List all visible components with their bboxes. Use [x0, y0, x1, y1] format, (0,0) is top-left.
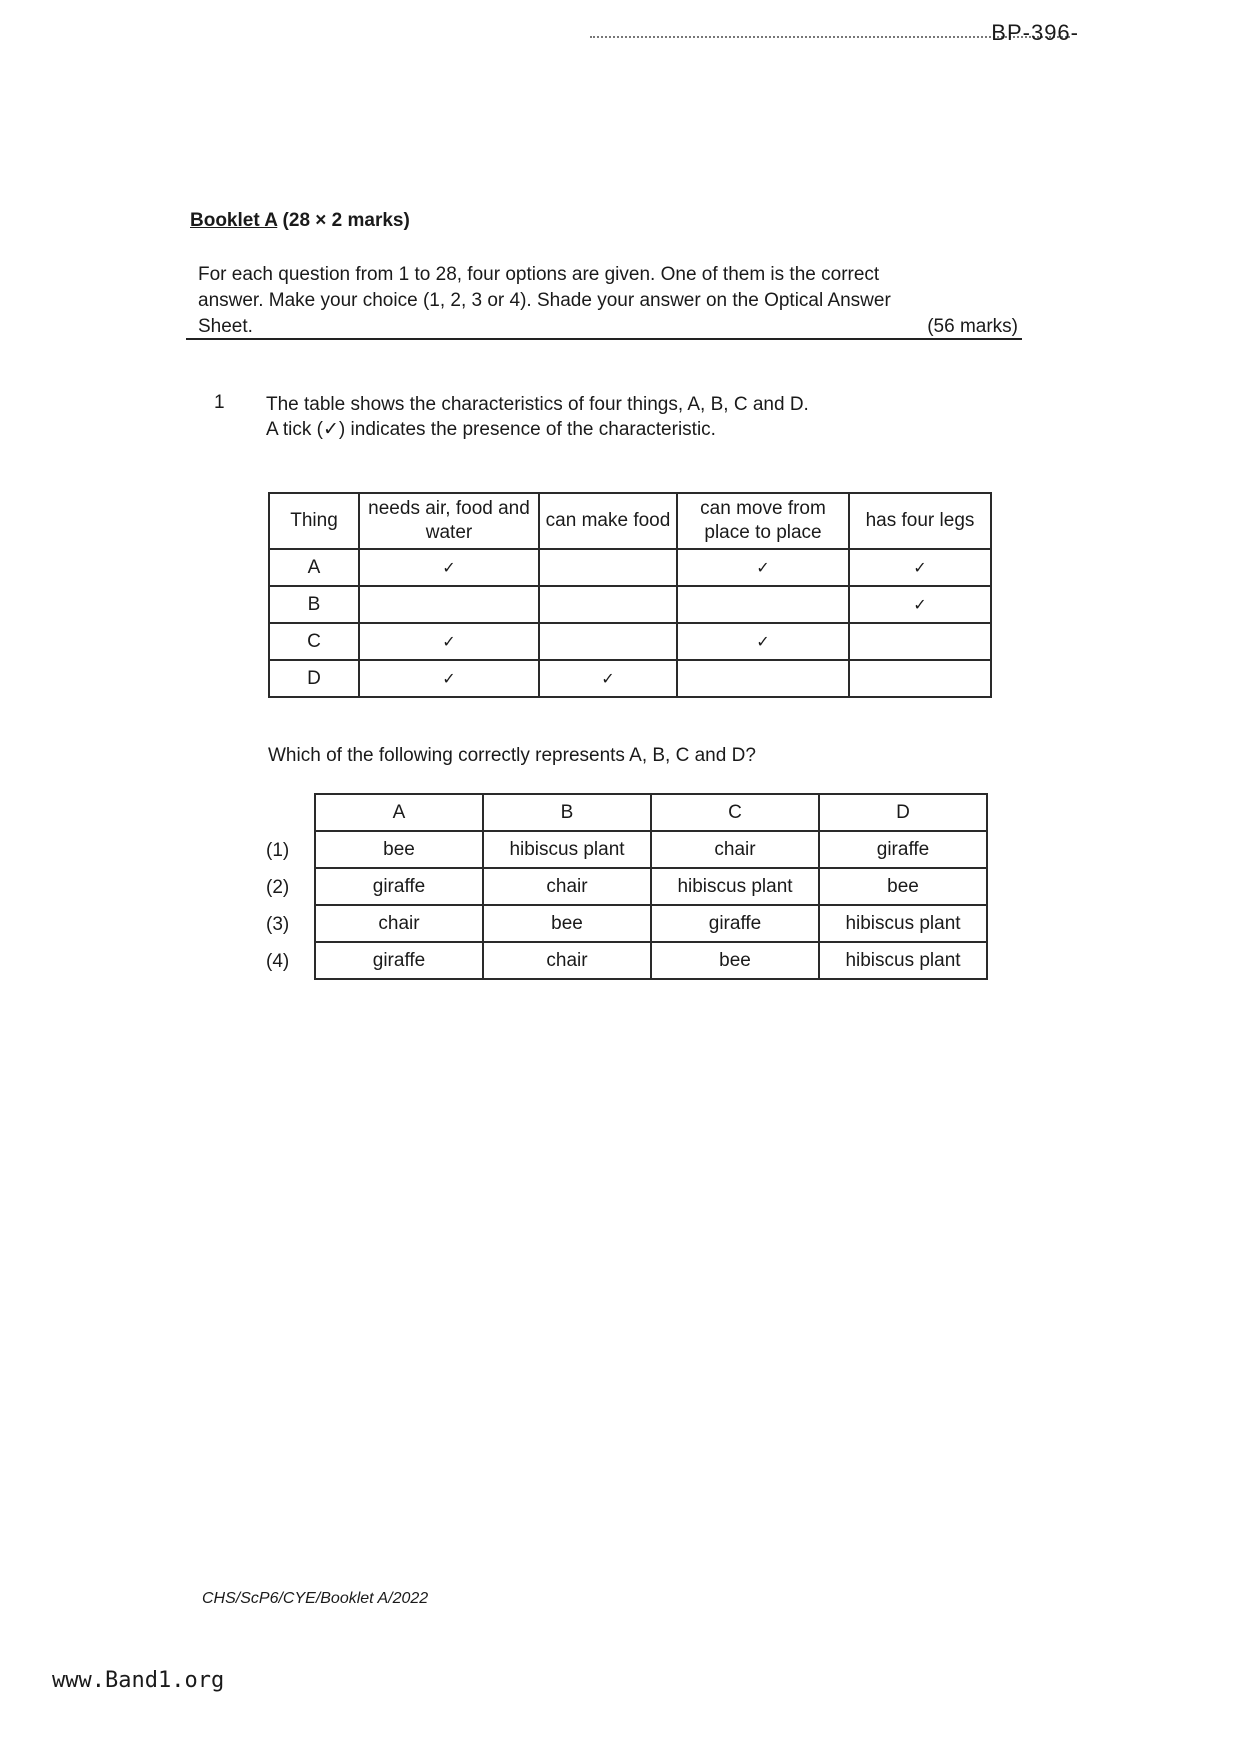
watermark: www.Band1.org — [52, 1668, 225, 1693]
tick-cell: ✓ — [359, 623, 539, 660]
question-text — [266, 392, 809, 442]
tick-cell: ✓ — [849, 549, 991, 586]
header-can-make-food: can make food — [539, 493, 677, 549]
option-cell: bee — [651, 942, 819, 979]
table-row — [269, 623, 991, 660]
option-label-2: (2) — [266, 877, 290, 898]
instructions-line-1: For each question from 1 to 28, four options are given. One of them is the correct — [198, 264, 880, 285]
option-cell: hibiscus plant — [651, 868, 819, 905]
booklet-heading — [190, 210, 410, 232]
instructions-line-2: answer. Make your choice (1, 2, 3 or 4). Shade your answer on the Optical Answer — [198, 290, 891, 311]
booklet-marks-note: (28 × 2 marks) — [282, 210, 410, 231]
option-cell: chair — [483, 942, 651, 979]
thing-label: C — [269, 623, 359, 660]
table-row — [315, 868, 987, 905]
option-labels — [266, 793, 314, 980]
question-line-2: A tick (✓) indicates the presence of the characteristic. — [266, 419, 716, 440]
table-row — [315, 905, 987, 942]
option-cell: chair — [315, 905, 483, 942]
option-cell: bee — [315, 831, 483, 868]
tick-cell — [677, 586, 849, 623]
tick-cell — [849, 623, 991, 660]
thing-label: A — [269, 549, 359, 586]
instructions-line-3-row — [198, 314, 1018, 340]
header-needs-air-food-water: needs air, food and water — [359, 493, 539, 549]
characteristics-table — [268, 492, 992, 698]
paper-code: BP-396- — [991, 20, 1079, 45]
option-cell: giraffe — [315, 942, 483, 979]
options-header-a: A — [315, 794, 483, 831]
tick-cell: ✓ — [359, 660, 539, 697]
question-line-1: The table shows the characteristics of four things, A, B, C and D. — [266, 394, 809, 415]
options-header-c: C — [651, 794, 819, 831]
option-label-3: (3) — [266, 914, 290, 935]
options-block — [266, 793, 988, 980]
header-thing: Thing — [269, 493, 359, 549]
option-cell: bee — [819, 868, 987, 905]
table-row — [269, 660, 991, 697]
question-number: 1 — [214, 392, 225, 413]
tick-cell — [677, 660, 849, 697]
tick-cell: ✓ — [849, 586, 991, 623]
tick-cell — [539, 549, 677, 586]
section-divider — [186, 338, 1022, 340]
options-table — [314, 793, 988, 980]
option-cell: giraffe — [315, 868, 483, 905]
instructions — [198, 262, 1018, 340]
instructions-line-3: Sheet. — [198, 316, 253, 337]
option-cell: chair — [651, 831, 819, 868]
options-header-row — [315, 794, 987, 831]
option-cell: bee — [483, 905, 651, 942]
tick-cell — [359, 586, 539, 623]
option-cell: hibiscus plant — [483, 831, 651, 868]
table-row — [269, 586, 991, 623]
header-has-four-legs: has four legs — [849, 493, 991, 549]
question-prompt: Which of the following correctly represents A, B, C and D? — [268, 745, 756, 766]
option-label-1: (1) — [266, 840, 290, 861]
tick-cell: ✓ — [359, 549, 539, 586]
option-cell: hibiscus plant — [819, 942, 987, 979]
tick-cell: ✓ — [677, 549, 849, 586]
characteristics-header-row — [269, 493, 991, 549]
thing-label: D — [269, 660, 359, 697]
table-row — [315, 831, 987, 868]
tick-cell: ✓ — [539, 660, 677, 697]
total-marks: (56 marks) — [927, 316, 1018, 337]
options-header-b: B — [483, 794, 651, 831]
option-cell: giraffe — [651, 905, 819, 942]
booklet-title: Booklet A — [190, 210, 278, 231]
thing-label: B — [269, 586, 359, 623]
tick-cell — [539, 623, 677, 660]
tick-cell — [539, 586, 677, 623]
option-cell: hibiscus plant — [819, 905, 987, 942]
footer-reference: CHS/ScP6/CYE/Booklet A/2022 — [202, 1590, 429, 1607]
tick-cell — [849, 660, 991, 697]
table-row — [315, 942, 987, 979]
header-can-move: can move from place to place — [677, 493, 849, 549]
table-row — [269, 549, 991, 586]
tick-cell: ✓ — [677, 623, 849, 660]
options-header-d: D — [819, 794, 987, 831]
option-cell: giraffe — [819, 831, 987, 868]
option-cell: chair — [483, 868, 651, 905]
option-label-4: (4) — [266, 951, 290, 972]
